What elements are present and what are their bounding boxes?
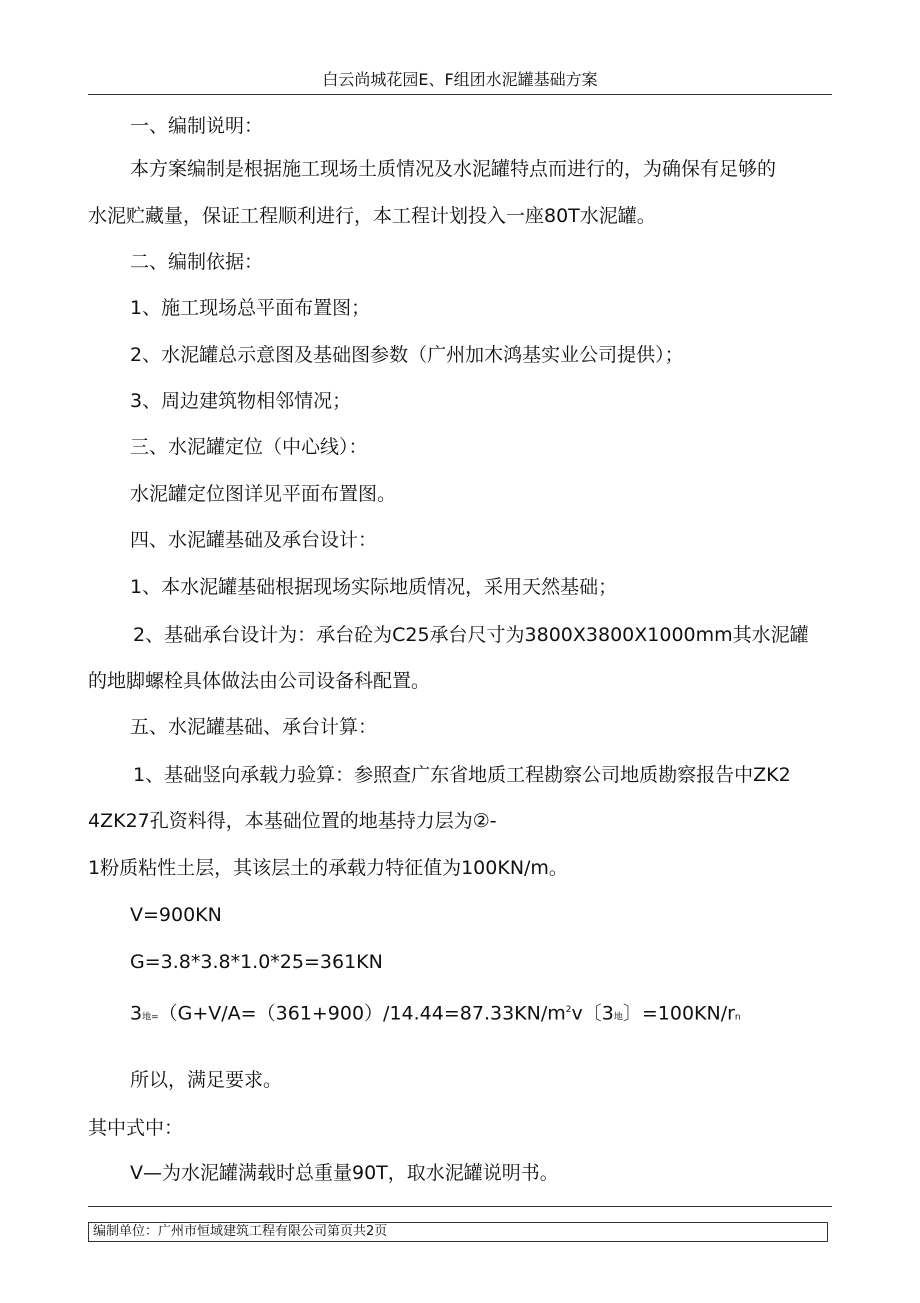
header-rule	[88, 94, 832, 95]
formula-expression: （G+V/A=（361+900）/14.44=87.33KN/m	[158, 1002, 566, 1025]
formula-symbol: 3	[601, 1002, 614, 1025]
section-heading-1: 一、编制说明：	[130, 115, 264, 137]
paragraph-line: 所以，满足要求。	[130, 1069, 283, 1091]
formula-subscript: 地	[613, 1012, 623, 1023]
footer-rule	[88, 1206, 832, 1207]
paragraph-line: 4ZK27孔资料得，本基础位置的地基持力层为②-	[88, 810, 497, 832]
section-heading-4: 四、水泥罐基础及承台设计：	[130, 529, 378, 551]
list-item: 1、基础竖向承载力验算：参照查广东省地质工程勘察公司地质勘察报告中ZK2	[133, 764, 791, 786]
list-item: 3、周边建筑物相邻情况；	[130, 390, 352, 412]
list-item: 2、基础承台设计为：承台砼为C25承台尺寸为3800X3800X1000mm其水泥罐	[133, 624, 809, 646]
formula-line: V=900KN	[130, 904, 222, 926]
list-item: 1、本水泥罐基础根据现场实际地质情况，采用天然基础；	[130, 576, 618, 598]
paragraph-line: 水泥贮藏量，保证工程顺利进行，本工程计划投入一座80T水泥罐。	[88, 205, 656, 227]
section-heading-2: 二、编制依据：	[130, 251, 264, 273]
footer-text: 编制单位：广州市恒域建筑工程有限公司第页共2页	[88, 1222, 828, 1242]
formula-expression: 〕=100KN/r	[622, 1002, 735, 1025]
formula-symbol: 3	[130, 1002, 143, 1025]
formula-superscript: 2	[565, 1005, 572, 1015]
section-heading-5: 五、水泥罐基础、承台计算：	[130, 716, 378, 738]
paragraph-line: 本方案编制是根据施工现场土质情况及水泥罐特点而进行的，为确保有足够的	[130, 158, 777, 180]
section-heading-3: 三、水泥罐定位（中心线）：	[130, 436, 368, 458]
list-item: 2、水泥罐总示意图及基础图参数（广州加木鸿基实业公司提供）；	[130, 344, 684, 366]
formula-text: v〔	[571, 1002, 602, 1025]
paragraph-line: 的地脚螺栓具体做法由公司设备科配置。	[88, 670, 431, 692]
list-item: 1、施工现场总平面布置图；	[130, 297, 371, 319]
formula-bearing-check	[130, 998, 741, 1029]
paragraph-line: 水泥罐定位图详见平面布置图。	[130, 483, 397, 505]
formula-subscript: n	[734, 1012, 741, 1023]
formula-subscript: 地=	[142, 1012, 159, 1023]
formula-line: G=3.8*3.8*1.0*25=361KN	[130, 951, 383, 973]
paragraph-line: V—为水泥罐满载时总重量90T，取水泥罐说明书。	[130, 1162, 559, 1184]
paragraph-line: 1粉质粘性土层，其该层土的承载力特征值为100KN/m。	[88, 857, 568, 879]
paragraph-line: 其中式中：	[88, 1117, 184, 1139]
header-title: 白云尚城花园E、F组团水泥罐基础方案	[322, 70, 598, 89]
